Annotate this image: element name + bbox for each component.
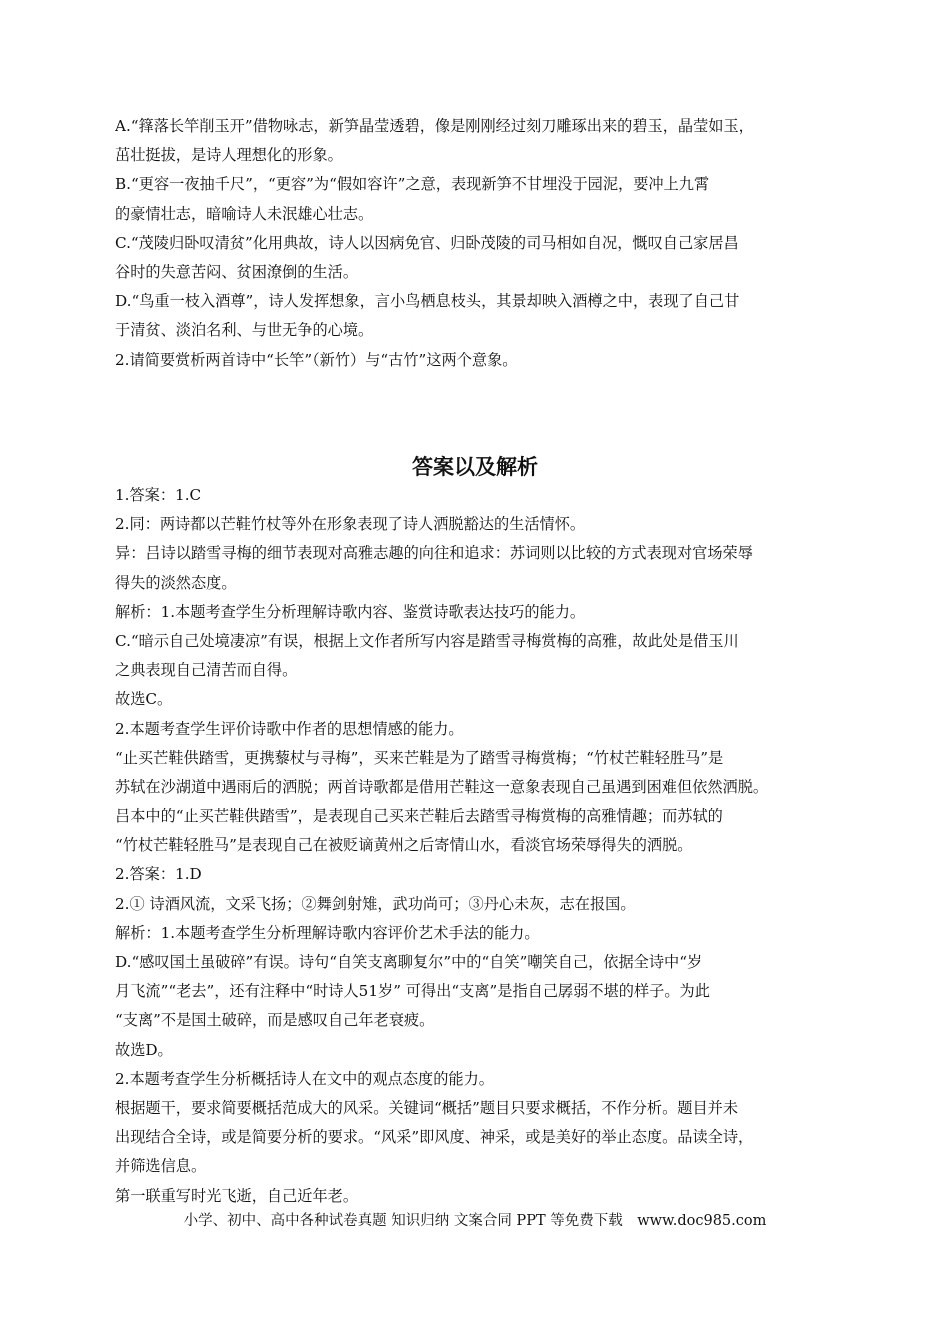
answer-line: 月飞流”“老去”，还有注释中“时诗人51岁” 可得出“支离”是指自己孱弱不堪的样子。为此 [115, 982, 710, 1001]
answer-line: 解析：1.本题考查学生分析理解诗歌内容、鉴赏诗歌表达技巧的能力。 [115, 602, 586, 621]
answer-line: 2.本题考查学生评价诗歌中作者的思想情感的能力。 [115, 719, 464, 738]
answer-line: 解析：1.本题考查学生分析理解诗歌内容评价艺术手法的能力。 [115, 923, 540, 942]
question-line: B.“更容一夜抽千尺”，“更容”为“假如容许”之意，表现新笋不甘埋没于园泥，要冲上九霄 [115, 175, 710, 194]
footer-download-notice: 小学、初中、高中各种试卷真题 知识归纳 文案合同 PPT 等免费下载 www.doc985.com [183, 1213, 767, 1229]
question-line: 的豪情壮志，暗喻诗人未泯雄心壮志。 [115, 204, 374, 223]
answer-line: 2.① 诗酒风流，文采飞扬；②舞剑射雉，武功尚可；③丹心未灰，志在报国。 [115, 894, 636, 913]
answer-line: 吕本中的“止买芒鞋供踏雪”，是表现自己买来芒鞋后去踏雪寻梅赏梅的高雅情趣；而苏轼的 [115, 807, 723, 826]
question-line: 于清贫、淡泊名利、与世无争的心境。 [115, 321, 374, 340]
answer-line: 故选C。 [115, 690, 173, 709]
question-options [115, 112, 837, 375]
answer-line: 2.答案：1.D [115, 865, 202, 884]
question-line: 2.请简要赏析两首诗中“长竿”（新竹）与“古竹”这两个意象。 [115, 350, 518, 369]
answer-line: D.“感叹国土虽破碎”有误。诗句“自笑支离聊复尔”中的“自笑”嘲笑自己，依据全诗中“岁 [115, 953, 703, 971]
answer-line: 出现结合全诗，或是简要分析的要求。“风采”即风度、神采，或是美好的举止态度。品读全诗， [115, 1128, 754, 1147]
answer-line: C.“暗示自己处境凄凉”有误，根据上文作者所写内容是踏雪寻梅赏梅的高雅，故此处是借玉川 [115, 631, 739, 650]
question-line: 谷时的失意苦闷、贫困潦倒的生活。 [115, 262, 358, 281]
answer-line: 得失的淡然态度。 [115, 573, 237, 592]
answer-line: “止买芒鞋供踏雪，更携藜杖与寻梅”，买来芒鞋是为了踏雪寻梅赏梅；“竹杖芒鞋轻胜马”是 [115, 748, 724, 767]
answer-line: 1.答案：1.C [115, 486, 202, 504]
answer-line: 之典表现自己清苦而自得。 [115, 661, 298, 680]
answer-line: 第一联重写时光飞逝，自己近年老。 [115, 1186, 358, 1205]
answer-line: 异：吕诗以踏雪寻梅的细节表现对高雅志趣的向往和追求：苏词则以比较的方式表现对官场荣辱 [115, 544, 753, 563]
question-line: 茁壮挺拔，是诗人理想化的形象。 [115, 146, 343, 165]
question-line: D.“鸟重一枝入酒尊”，诗人发挥想象，言小鸟栖息枝头，其景却映入酒樽之中，表现了自己甘 [115, 292, 740, 311]
answer-line: 2.同：两诗都以芒鞋竹杖等外在形象表现了诗人洒脱豁达的生活情怀。 [115, 515, 586, 534]
question-line: C.“茂陵归卧叹清贫”化用典故，诗人以因病免官、归卧茂陵的司马相如自况，慨叹自己家居昌 [115, 233, 739, 252]
answer-line: “竹杖芒鞋轻胜马”是表现自己在被贬谪黄州之后寄情山水，看淡官场荣辱得失的洒脱。 [115, 836, 693, 855]
answer-line: 并筛选信息。 [115, 1157, 207, 1176]
answers-section [115, 481, 837, 1211]
question-line: A.“箨落长竿削玉开”借物咏志，新笋晶莹透碧，像是刚刚经过刻刀雕琢出来的碧玉，晶莹如玉， [115, 117, 754, 135]
answers-heading: 答案以及解析 [412, 455, 538, 479]
answer-line: “支离”不是国土破碎，而是感叹自己年老衰疲。 [115, 1011, 435, 1030]
answer-line: 故选D。 [115, 1040, 173, 1059]
answer-line: 根据题干，要求简要概括范成大的风采。关键词“概括”题目只要求概括，不作分析。题目并未 [115, 1098, 739, 1117]
answer-line: 苏轼在沙湖道中遇雨后的洒脱；两首诗歌都是借用芒鞋这一意象表现自己虽遇到困难但依然洒脱。 [115, 777, 769, 796]
answer-line: 2.本题考查学生分析概括诗人在文中的观点态度的能力。 [115, 1069, 494, 1088]
